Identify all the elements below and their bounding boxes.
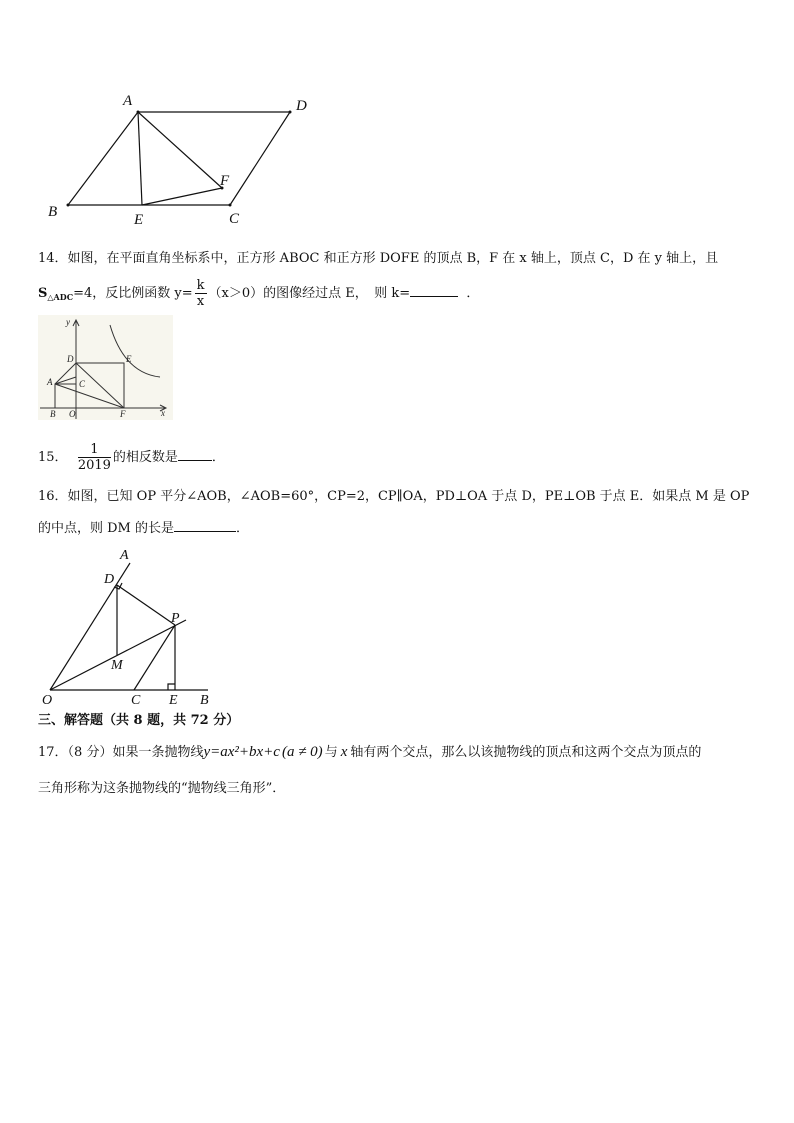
q17-mid: 与 <box>324 745 338 760</box>
q17-prefix: 17．（8 分）如果一条抛物线 <box>38 745 204 760</box>
segment-DC <box>230 112 290 205</box>
q14-s-sub: △ADC <box>47 292 74 302</box>
label-D: D <box>67 354 74 364</box>
q14-text-b: （x＞0）的图像经过点 E， 则 k= <box>208 286 411 301</box>
segment-AF <box>138 112 222 188</box>
label-B: B <box>200 693 209 708</box>
q15-fraction <box>78 442 111 473</box>
label-D: D <box>296 98 307 114</box>
q15-answer-blank[interactable] <box>178 448 212 461</box>
q14-line2 <box>38 276 479 315</box>
segment-AB <box>68 112 138 205</box>
figure-parallelogram <box>40 90 330 230</box>
q14-answer-blank[interactable] <box>410 284 458 297</box>
ray-OP <box>50 620 186 690</box>
label-C: C <box>79 379 86 389</box>
q15-prefix: 15． <box>38 450 68 465</box>
segment-PD <box>117 585 175 625</box>
q14-line1: 14．如图，在平面直角坐标系中，正方形 ABOC 和正方形 DOFE 的顶点 B，F 在 x 轴上，顶点 C，D 在 y 轴上，且 <box>38 251 719 266</box>
label-A: A <box>47 377 53 387</box>
segment-AE <box>138 112 142 205</box>
label-A: A <box>120 548 129 563</box>
q16-text: 的中点，则 DM 的长是 <box>38 521 174 536</box>
label-O: O <box>42 693 53 708</box>
q14-s-main: S <box>38 286 48 301</box>
label-A: A <box>123 93 133 109</box>
q14-end: ． <box>466 286 480 301</box>
label-O: O <box>69 409 76 419</box>
segment-EF <box>142 188 222 205</box>
q14-text-a: =4，反比例函数 y= <box>73 286 193 301</box>
q15-end: ． <box>211 450 225 465</box>
label-E: E <box>134 212 144 228</box>
label-y: y <box>66 317 70 327</box>
q14-frac-num: k <box>196 278 205 293</box>
label-M: M <box>111 658 123 673</box>
q16-end: ． <box>236 521 250 536</box>
q16-line2 <box>38 519 249 538</box>
q17-condition: (a ≠ 0) <box>281 744 323 760</box>
q15-line <box>38 440 225 476</box>
q16-answer-blank[interactable] <box>174 519 236 532</box>
figure-coordinate-squares <box>38 315 173 420</box>
q16-line1: 16．如图，已知 OP 平分∠AOB，∠AOB=60°，CP=2，CP∥OA，PD⊥OA 于点 D，PE⊥OB 于点 E．如果点 M 是 OP <box>38 489 750 504</box>
q14-frac-den: x <box>196 294 205 309</box>
segment-CP <box>134 625 175 690</box>
q17-line1 <box>38 741 701 764</box>
q17-formula: y=ax²+bx+c <box>203 744 280 760</box>
label-D: D <box>104 572 115 587</box>
q17-line2: 三角形称为这条抛物线的“抛物线三角形”． <box>38 781 286 796</box>
right-angle-E <box>168 684 175 690</box>
q17-rest: 轴有两个交点，那么以该抛物线的顶点和这两个交点为顶点的 <box>350 745 702 760</box>
section3-heading: 三、解答题（共 8 题，共 72 分） <box>38 713 240 728</box>
q15-text: 的相反数是 <box>112 450 178 465</box>
label-F: F <box>220 173 230 189</box>
q15-frac-num: 1 <box>78 442 111 458</box>
label-x: x <box>161 408 165 418</box>
q17-x-var: x <box>340 744 348 760</box>
q14-fraction <box>195 278 207 309</box>
label-P: P <box>171 611 180 626</box>
label-E: E <box>169 693 178 708</box>
q15-frac-den: 2019 <box>77 458 111 473</box>
label-E: E <box>126 354 132 364</box>
label-F: F <box>120 409 126 419</box>
figure-angle-bisector <box>38 545 218 710</box>
label-B: B <box>48 204 58 220</box>
label-C: C <box>131 693 141 708</box>
label-C: C <box>229 211 240 227</box>
label-B: B <box>50 409 56 419</box>
